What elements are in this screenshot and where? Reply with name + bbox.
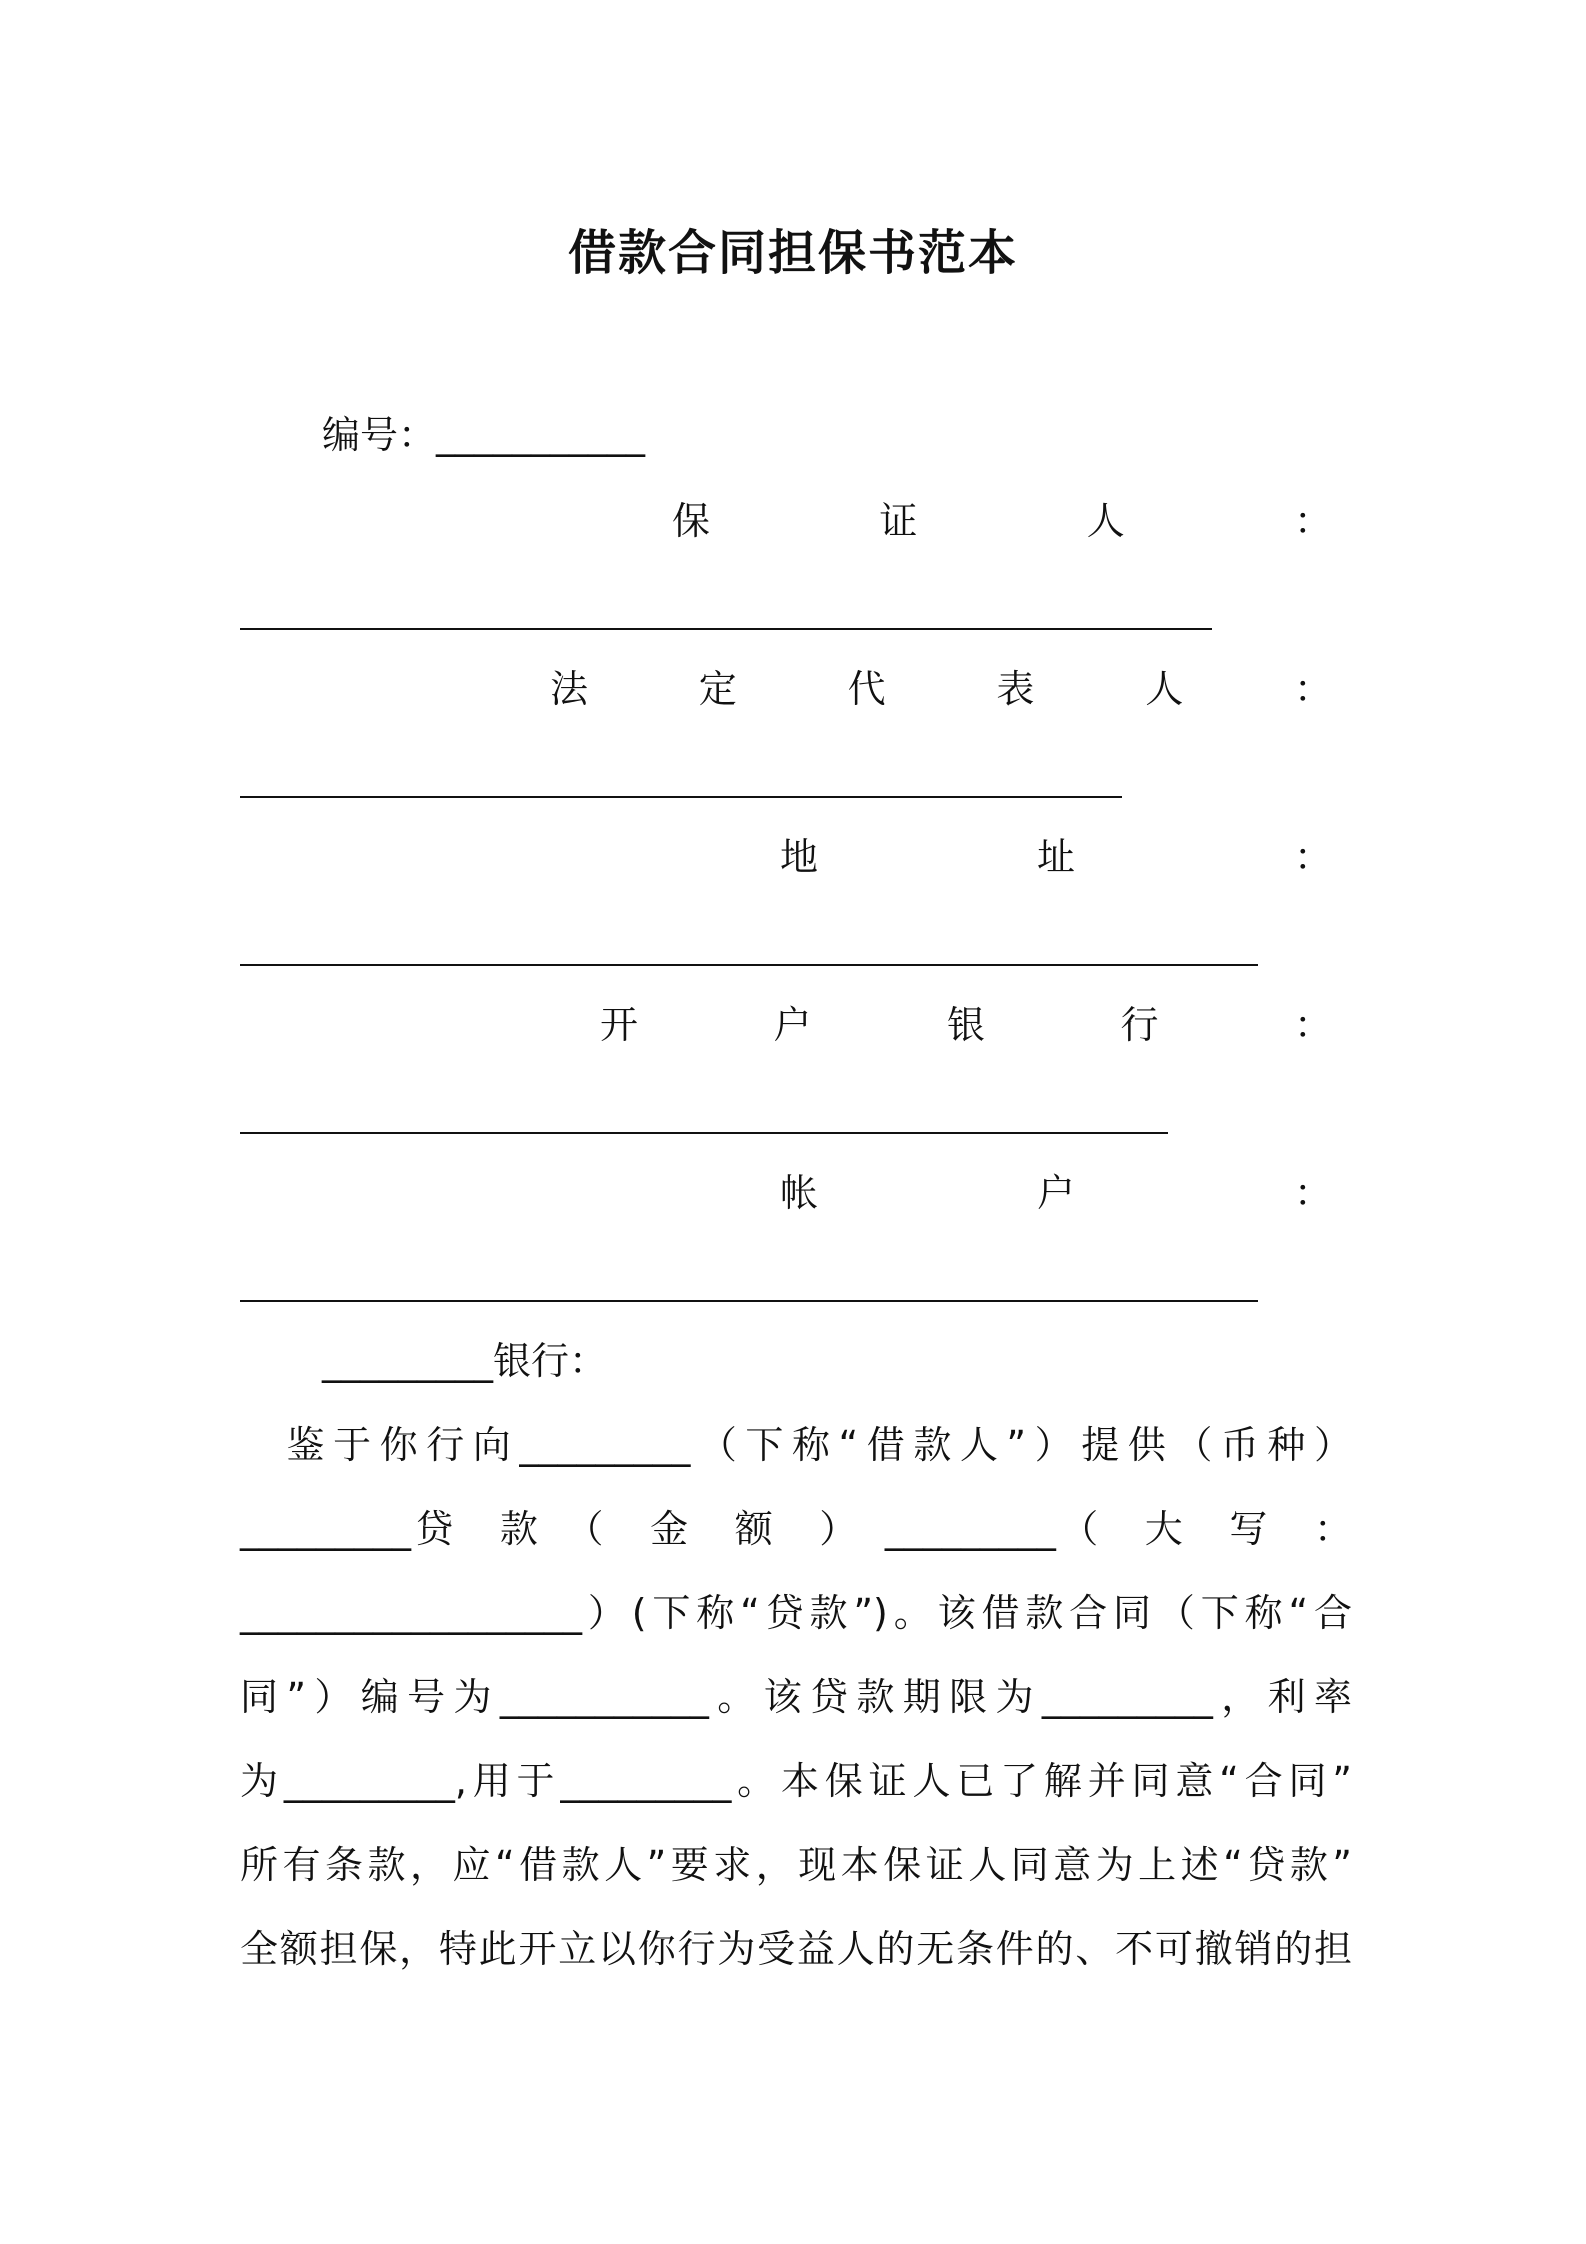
bank-label [600,1000,1332,1050]
paragraph-line: 为_________,用于_________。本保证人已了解并同意“合同” [240,1759,1352,1803]
paragraph-line: 同”）编号为___________。该贷款期限为_________，利率 [240,1675,1352,1719]
account-char: ： [1293,1171,1332,1215]
contract-number-line: 编号：___________ [322,413,646,457]
guarantor-char: 保 [672,499,711,543]
guarantee-paragraph [240,1420,1352,2008]
document-title: 借款合同担保书范本 [567,225,1018,281]
address-label [780,832,1332,882]
legal-rep-char: 定 [698,667,737,711]
legal-rep-char: 人 [1145,667,1184,711]
bank-char: 开 [600,1003,639,1047]
guarantor-char: 证 [879,499,918,543]
legal-rep-label [550,664,1332,714]
bank-blank [240,1132,1168,1134]
legal-rep-char: 法 [550,667,589,711]
guarantor-label [672,496,1332,546]
bank-char: 户 [773,1003,812,1047]
paragraph-line: 鉴于你行向_________（下称“借款人”）提供（币种） [240,1423,1352,1467]
paragraph-line: 所有条款，应“借款人”要求，现本保证人同意为上述“贷款” [240,1843,1352,1887]
paragraph-line: 全额担保，特此开立以你行为受益人的无条件的、不可撤销的担 [240,1927,1352,1971]
guarantor-char: 人 [1086,499,1125,543]
address-blank [240,964,1258,966]
paragraph-line: __________________）(下称“贷款”)。该借款合同（下称“合 [240,1591,1352,1635]
bank-addressee-line: _________银行： [322,1339,608,1383]
legal-rep-char: 代 [847,667,886,711]
address-char: 地 [780,835,819,879]
bank-char: ： [1293,1003,1332,1047]
account-char: 户 [1036,1171,1075,1215]
bank-char: 行 [1120,1003,1159,1047]
account-label [780,1168,1332,1218]
address-char: ： [1293,835,1332,879]
guarantor-blank [240,628,1212,630]
paragraph-line: _________贷 款 （ 金 额 ） _________（ 大 写 ： [240,1507,1352,1551]
guarantor-char: ： [1293,499,1332,543]
legal-rep-char: ： [1293,667,1332,711]
account-blank [240,1300,1258,1302]
address-char: 址 [1036,835,1075,879]
account-char: 帐 [780,1171,819,1215]
legal-rep-char: 表 [996,667,1035,711]
bank-char: 银 [946,1003,985,1047]
legal-rep-blank [240,796,1122,798]
